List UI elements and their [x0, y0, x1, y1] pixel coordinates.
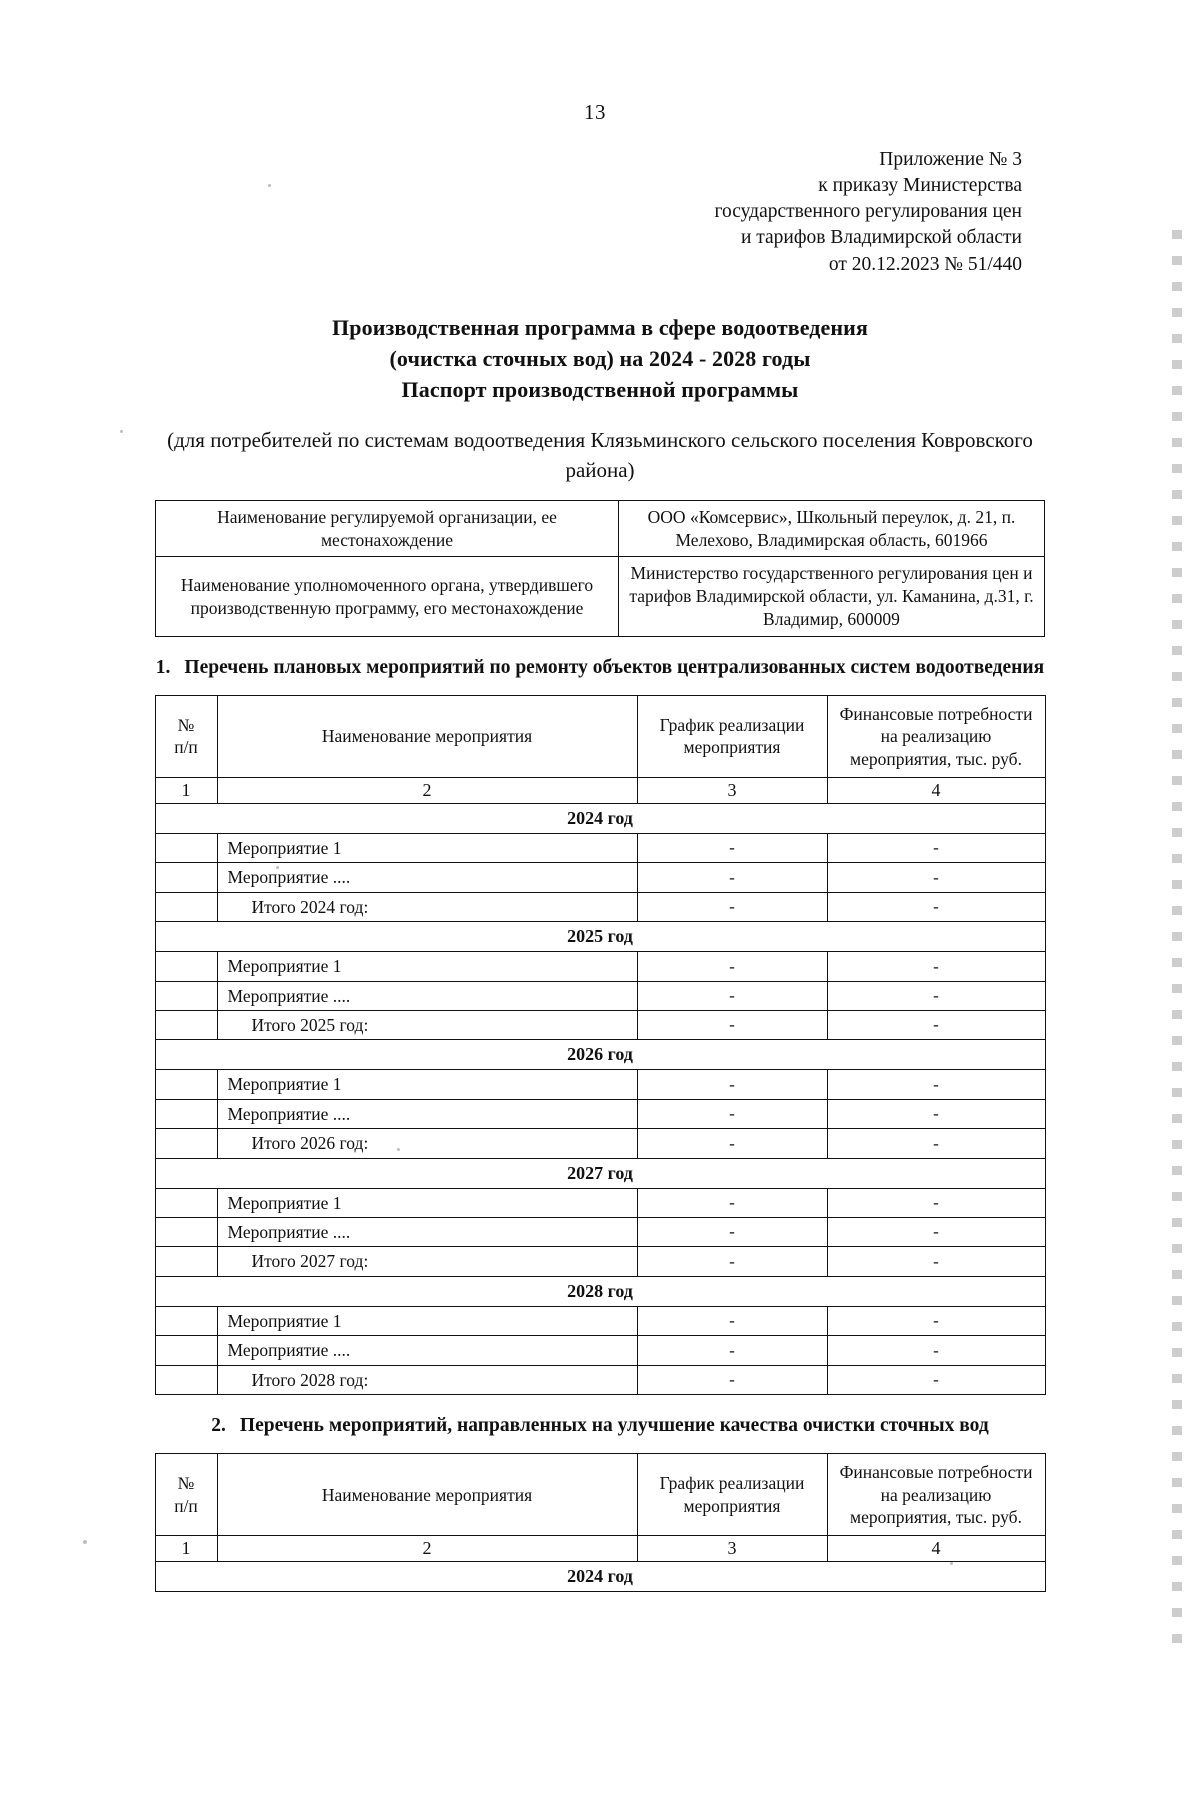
page-number: 13: [584, 100, 606, 124]
year-group-row: [155, 1276, 1045, 1306]
cell-schedule: -: [637, 863, 827, 892]
section-1-number: 1.: [155, 656, 171, 678]
section-2-heading-text: Перечень мероприятий, направленных на улучшение качества очистки сточных вод: [239, 1415, 989, 1437]
table-row: [155, 1129, 1045, 1158]
cell-number: [155, 1129, 217, 1158]
scan-edge-artifact: [1172, 230, 1182, 1650]
table-row: [155, 863, 1045, 892]
column-header-finance-line1: Финансовые потребности: [839, 1462, 1033, 1483]
column-header-finance-line2: на реализацию: [880, 726, 992, 747]
cell-total-label: Итого 2025 год:: [217, 1011, 637, 1040]
scan-speck: [268, 184, 271, 187]
scan-speck: [276, 866, 279, 869]
table-row: [155, 834, 1045, 863]
info-label-authority: Наименование уполномоченного органа, утвердившего производственную программу, его местонахождение: [156, 557, 619, 636]
quality-measures-table: [155, 1453, 1046, 1592]
cell-number: [155, 1218, 217, 1247]
cell-measure-name: Мероприятие 1: [217, 1306, 637, 1335]
column-header-measure-name: Наименование мероприятия: [217, 695, 637, 777]
table-row: [155, 1365, 1045, 1394]
column-header-finance: [827, 1454, 1045, 1536]
section-2-number: 2.: [211, 1415, 226, 1437]
scan-speck: [83, 1540, 87, 1544]
table-row: [155, 1336, 1045, 1365]
table-row: [155, 1099, 1045, 1128]
cell-finance: -: [827, 1099, 1045, 1128]
column-header-schedule-line1: График реализации: [659, 1473, 805, 1494]
cell-number: [155, 981, 217, 1010]
cell-finance: -: [827, 952, 1045, 981]
cell-measure-name: Мероприятие ....: [217, 981, 637, 1010]
cell-finance: -: [827, 863, 1045, 892]
cell-finance: -: [827, 1070, 1045, 1099]
column-header-schedule-line1: График реализации: [659, 715, 805, 736]
scan-speck: [950, 1562, 953, 1565]
quality-measures-body: [155, 1562, 1045, 1592]
section-1-heading: [0, 651, 1200, 685]
table-row: [155, 952, 1045, 981]
cell-total-label: Итого 2026 год:: [217, 1129, 637, 1158]
cell-number: [155, 952, 217, 981]
cell-finance: -: [827, 1218, 1045, 1247]
column-header-number-line1: №: [177, 1473, 195, 1494]
cell-schedule: -: [637, 1365, 827, 1394]
cell-schedule: -: [637, 892, 827, 921]
scan-speck: [120, 430, 123, 433]
cell-measure-name: Мероприятие ....: [217, 1099, 637, 1128]
column-index-1: 1: [155, 1536, 217, 1562]
document-title-line-3: Паспорт производственной программы: [401, 377, 799, 403]
cell-number: [155, 863, 217, 892]
table-row: [155, 981, 1045, 1010]
document-title: [0, 312, 1200, 406]
info-value-organization: ООО «Комсервис», Школьный переулок, д. 21, п. Мелехово, Владимирская область, 601966: [619, 500, 1045, 557]
document-title-line-2: (очистка сточных вод) на 2024 - 2028 годы: [389, 345, 811, 371]
cell-schedule: -: [637, 981, 827, 1010]
year-group-label: 2026 год: [155, 1040, 1045, 1070]
column-header-measure-name: Наименование мероприятия: [217, 1454, 637, 1536]
table-row: [155, 1188, 1045, 1217]
column-header-number-line2: п/п: [174, 737, 198, 758]
year-group-row: [155, 1562, 1045, 1592]
year-group-row: [155, 922, 1045, 952]
cell-measure-name: Мероприятие 1: [217, 1070, 637, 1099]
cell-number: [155, 1099, 217, 1128]
cell-total-label: Итого 2024 год:: [217, 892, 637, 921]
table-row: [155, 1070, 1045, 1099]
info-label-organization: Наименование регулируемой организации, ее местонахождение: [156, 500, 619, 557]
column-header-finance: [827, 695, 1045, 777]
cell-number: [155, 1011, 217, 1040]
cell-finance: -: [827, 834, 1045, 863]
column-index-3: 3: [637, 1536, 827, 1562]
cell-schedule: -: [637, 1247, 827, 1276]
column-header-number-line2: п/п: [174, 1495, 198, 1516]
cell-finance: -: [827, 1247, 1045, 1276]
year-group-label: 2027 год: [155, 1158, 1045, 1188]
cell-total-label: Итого 2028 год:: [217, 1365, 637, 1394]
table-column-number-row: [155, 1536, 1045, 1562]
cell-finance: -: [827, 1306, 1045, 1335]
table-row: [156, 557, 1045, 636]
cell-measure-name: Мероприятие ....: [217, 863, 637, 892]
column-header-finance-line3: мероприятия, тыс. руб.: [850, 748, 1022, 769]
section-1-heading-text: Перечень плановых мероприятий по ремонту объектов централизованных систем водоотведения: [184, 656, 1045, 678]
column-header-schedule: [637, 695, 827, 777]
column-header-number: [155, 695, 217, 777]
cell-schedule: -: [637, 834, 827, 863]
table-column-number-row: [155, 778, 1045, 804]
cell-schedule: -: [637, 1218, 827, 1247]
cell-schedule: -: [637, 1188, 827, 1217]
year-group-label: 2024 год: [155, 804, 1045, 834]
table-header-row: [155, 695, 1045, 777]
cell-measure-name: Мероприятие ....: [217, 1218, 637, 1247]
table-row: [156, 500, 1045, 557]
cell-number: [155, 834, 217, 863]
table-row: [155, 1011, 1045, 1040]
table-row: [155, 1247, 1045, 1276]
table-row: [155, 1218, 1045, 1247]
column-header-schedule-line2: мероприятия: [683, 737, 781, 758]
info-value-authority: Министерство государственного регулирования цен и тарифов Владимирской области, ул. Каманина, д.31, г. Владимир, 600009: [619, 557, 1045, 636]
column-header-number: [155, 1454, 217, 1536]
appendix-line-4: и тарифов Владимирской области: [740, 227, 1022, 249]
cell-finance: -: [827, 1011, 1045, 1040]
cell-number: [155, 1365, 217, 1394]
year-group-label: 2025 год: [155, 922, 1045, 952]
cell-number: [155, 1306, 217, 1335]
cell-finance: -: [827, 981, 1045, 1010]
cell-schedule: -: [637, 1070, 827, 1099]
column-header-number-line1: №: [177, 715, 195, 736]
cell-schedule: -: [637, 1306, 827, 1335]
table-header-row: [155, 1454, 1045, 1536]
column-header-schedule-line2: мероприятия: [683, 1495, 781, 1516]
organization-info-table: [155, 500, 1045, 637]
document-subtitle: (для потребителей по системам водоотведения Клязьминского сельского поселения Ковровского района): [167, 428, 1033, 483]
column-header-finance-line3: мероприятия, тыс. руб.: [850, 1506, 1022, 1527]
year-group-row: [155, 1040, 1045, 1070]
column-index-4: 4: [827, 778, 1045, 804]
cell-schedule: -: [637, 1099, 827, 1128]
cell-number: [155, 1336, 217, 1365]
cell-finance: -: [827, 1188, 1045, 1217]
section-2-heading: [0, 1409, 1200, 1443]
column-index-1: 1: [155, 778, 217, 804]
appendix-line-3: государственного регулирования цен: [714, 201, 1022, 223]
cell-number: [155, 1070, 217, 1099]
appendix-line-1: Приложение № 3: [879, 149, 1022, 170]
cell-number: [155, 892, 217, 921]
cell-measure-name: Мероприятие 1: [217, 952, 637, 981]
cell-number: [155, 1247, 217, 1276]
cell-finance: -: [827, 1336, 1045, 1365]
cell-schedule: -: [637, 1336, 827, 1365]
column-header-schedule: [637, 1454, 827, 1536]
column-index-2: 2: [217, 1536, 637, 1562]
cell-schedule: -: [637, 1011, 827, 1040]
table-row: [155, 892, 1045, 921]
column-index-2: 2: [217, 778, 637, 804]
year-group-row: [155, 804, 1045, 834]
scan-speck: [397, 1148, 400, 1151]
repair-measures-body: [155, 804, 1045, 1395]
appendix-line-2: к приказу Министерства: [818, 175, 1022, 197]
table-row: [155, 1306, 1045, 1335]
repair-measures-table: [155, 695, 1046, 1395]
appendix-reference-block: [0, 147, 1200, 278]
appendix-line-5: от 20.12.2023 № 51/440: [828, 253, 1022, 275]
cell-measure-name: Мероприятие 1: [217, 1188, 637, 1217]
year-group-row: [155, 1158, 1045, 1188]
cell-number: [155, 1188, 217, 1217]
document-page: [0, 100, 1200, 1797]
cell-finance: -: [827, 892, 1045, 921]
cell-finance: -: [827, 1365, 1045, 1394]
cell-finance: -: [827, 1129, 1045, 1158]
column-index-3: 3: [637, 778, 827, 804]
cell-measure-name: Мероприятие 1: [217, 834, 637, 863]
cell-schedule: -: [637, 1129, 827, 1158]
cell-total-label: Итого 2027 год:: [217, 1247, 637, 1276]
document-title-line-1: Производственная программа в сфере водоотведения: [332, 314, 868, 340]
cell-schedule: -: [637, 952, 827, 981]
column-header-finance-line2: на реализацию: [880, 1484, 992, 1505]
year-group-label: 2028 год: [155, 1276, 1045, 1306]
column-index-4: 4: [827, 1536, 1045, 1562]
column-header-finance-line1: Финансовые потребности: [839, 703, 1033, 724]
cell-measure-name: Мероприятие ....: [217, 1336, 637, 1365]
year-group-label: 2024 год: [155, 1562, 1045, 1592]
